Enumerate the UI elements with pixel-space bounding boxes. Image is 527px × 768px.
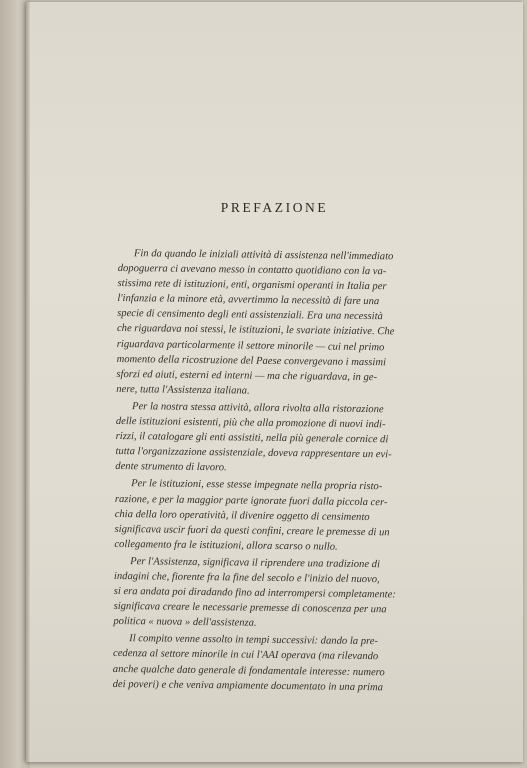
text-line: delle istituzioni esistenti, più che alla promozione di nuovi indi- — [115, 416, 386, 431]
text-line: indagini che, fiorente fra la fine del secolo e l'inizio del nuovo, — [113, 570, 380, 586]
text-line: dente strumento di lavoro. — [115, 461, 227, 474]
text-line: dopoguerra ci avevano messo in contatto quotidiano con la va- — [117, 263, 387, 278]
text-line: specie di censimento degli enti assistenziali. Era una necessità — [117, 308, 383, 323]
text-line: significava creare le necessarie premesse di conoscenza per una — [113, 601, 387, 616]
text-line: che riguardava noi stessi, le istituzioni, le svariate iniziative. Che — [116, 323, 395, 338]
text-line: collegamento fra le istituzioni, allora scarso o nullo. — [114, 538, 338, 553]
text-line: l'infanzia e la minore età, avvertimmo la necessità di fare una — [117, 293, 380, 308]
paragraph — [116, 246, 478, 401]
text-line: Per le istituzioni, esse stesse impegnate nella propria risto- — [131, 478, 383, 493]
text-line: Il compito venne assolto in tempi successivi: dando la pre- — [129, 633, 379, 648]
text-line: stissima rete di istituzioni, enti, organismi operanti in Italia per — [117, 278, 387, 293]
page-title: PREFAZIONE — [220, 200, 329, 215]
text-line: Per la nostra stessa attività, allora rivolta alla ristorazione — [131, 401, 384, 416]
text-line: anche qualche dato generale di fondamentale interesse: numero — [112, 663, 385, 678]
text-line: momento della ricostruzione del Paese convergevano i massimi — [116, 353, 387, 368]
text-line: tutta l'organizzazione assistenziale, doveva rappresentare un evi- — [115, 446, 392, 461]
text-line: dei poveri) e che veniva ampiamente documentato in una prima — [112, 678, 384, 693]
text-line: rizzi, il catalogare gli enti assistiti, nella più generale cornice di — [115, 431, 389, 446]
book-page — [26, 2, 523, 762]
text-line: nere, tutta l'Assistenza italiana. — [116, 383, 250, 397]
text-line: politica « nuova » dell'assistenza. — [113, 616, 257, 629]
text-line: cedenza al settore minorile in cui l'AAI operava (ma rilevando — [112, 648, 379, 663]
text-line: chia della loro operatività, il divenire oggetto di censimento — [114, 508, 370, 523]
paragraph — [113, 554, 474, 634]
paragraph — [115, 399, 476, 479]
text-line: Per l'Assistenza, significava il riprendere una tradizione di — [130, 556, 381, 571]
text-line: razione, e per la maggior parte ignorate fuori dalla piccola cer- — [114, 493, 388, 508]
text-line: Fin da quando le iniziali attività di assistenza nell'immediato — [133, 248, 394, 263]
paragraph — [114, 476, 475, 556]
text-line: si era andata poi diradando fino ad interrompersi completamente: — [113, 586, 396, 601]
text-line: sforzi ed aiuti, esterni ed interni — ma che riguardava, in ge- — [116, 368, 378, 383]
text-line: significava uscir fuori da questi confini, creare le premesse di un — [114, 523, 390, 539]
paragraph — [113, 631, 474, 696]
text-line: riguardava particolarmente il settore minorile — cui nel primo — [116, 338, 385, 353]
page-edge — [26, 2, 30, 762]
body-text — [113, 246, 478, 696]
